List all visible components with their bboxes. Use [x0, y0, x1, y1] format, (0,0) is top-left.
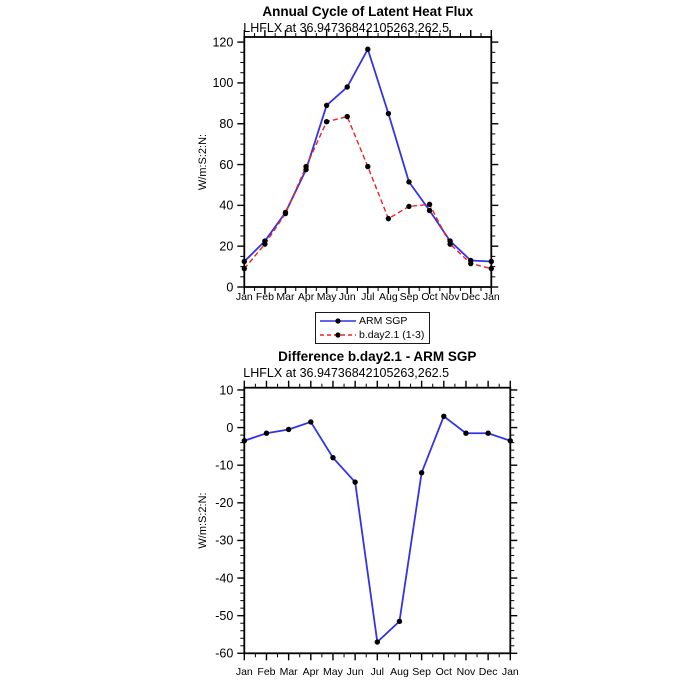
data-point-marker — [427, 208, 432, 213]
y-tick-label: 20 — [219, 239, 234, 254]
data-point-marker — [508, 438, 513, 443]
legend-sample-marker — [335, 332, 340, 337]
x-tick-label: Apr — [302, 666, 319, 678]
x-tick-label: May — [316, 291, 337, 303]
legend-line-solid-icon — [319, 315, 357, 327]
x-tick-label: Aug — [390, 666, 409, 678]
data-point-marker — [345, 114, 350, 119]
x-tick-label: Feb — [257, 666, 276, 678]
x-tick-label: Jan — [235, 291, 253, 303]
x-tick-label: Jan — [501, 666, 519, 678]
x-tick-label: Jun — [338, 291, 356, 303]
x-tick-label: May — [323, 666, 343, 678]
data-point-marker — [419, 470, 424, 475]
data-point-marker — [489, 266, 494, 271]
y-axis-label: W/m:S:2:N: — [197, 133, 209, 191]
difference-chart — [0, 345, 700, 700]
data-point-marker — [386, 216, 391, 221]
data-point-marker — [397, 619, 402, 624]
data-point-marker — [345, 84, 350, 89]
data-point-marker — [286, 427, 291, 432]
y-tick-label: 0 — [226, 420, 234, 435]
data-point-marker — [447, 241, 452, 246]
legend-box — [315, 312, 430, 344]
data-point-marker — [375, 639, 380, 644]
x-tick-label: Oct — [435, 666, 452, 678]
data-point-marker — [262, 241, 267, 246]
x-tick-label: Sep — [412, 666, 431, 678]
y-tick-label: -50 — [215, 608, 234, 623]
data-point-marker — [242, 438, 247, 443]
data-point-marker — [441, 414, 446, 419]
legend-item-arm-sgp — [319, 314, 427, 328]
legend-item-bday21 — [319, 328, 427, 342]
data-point-marker — [489, 259, 494, 264]
y-tick-label: 10 — [219, 383, 234, 398]
y-tick-label: -40 — [215, 571, 234, 586]
legend-sample-marker — [335, 318, 340, 323]
y-tick-label: -60 — [215, 646, 234, 661]
chart-subtitle: LHFLX at 36.94736842105263,262.5 — [243, 366, 450, 380]
y-tick-label: 100 — [212, 76, 234, 91]
x-tick-label: Dec — [478, 666, 498, 678]
y-tick-label: -30 — [215, 533, 234, 548]
x-tick-label: Aug — [379, 291, 398, 303]
x-tick-label: Jan — [235, 666, 253, 678]
plot-box — [244, 37, 491, 287]
data-point-marker — [283, 211, 288, 216]
x-tick-label: Dec — [461, 291, 481, 303]
data-point-marker — [386, 111, 391, 116]
data-point-marker — [324, 103, 329, 108]
x-tick-label: Apr — [297, 291, 315, 303]
series-line-arm-sgp — [244, 49, 491, 261]
series-line-b-day2-1-arm-sgp — [244, 416, 510, 642]
y-axis-label: W/m:S:2:N: — [197, 492, 209, 549]
data-point-marker — [308, 419, 313, 424]
y-tick-label: 80 — [219, 117, 234, 132]
y-tick-label: -20 — [215, 496, 234, 511]
x-tick-label: Jul — [361, 291, 375, 303]
data-point-marker — [406, 204, 411, 209]
y-tick-label: 0 — [226, 280, 234, 295]
chart-title: Annual Cycle of Latent Heat Flux — [262, 4, 474, 19]
data-point-marker — [427, 202, 432, 207]
legend-label-bday21: b.day2.1 (1-3) — [359, 329, 425, 341]
x-tick-label: Mar — [279, 666, 298, 678]
x-tick-label: Nov — [440, 291, 460, 303]
legend-line-dashed-icon — [319, 329, 357, 341]
data-point-marker — [485, 431, 490, 436]
legend-label-arm-sgp: ARM SGP — [359, 315, 408, 327]
x-tick-label: Oct — [421, 291, 438, 303]
annual-cycle-chart — [0, 0, 700, 312]
x-tick-label: Feb — [255, 291, 274, 303]
chart-subtitle: LHFLX at 36.94736842105263,262.5 — [243, 21, 450, 35]
y-tick-label: 40 — [219, 198, 234, 213]
data-point-marker — [242, 259, 247, 264]
y-tick-label: 60 — [219, 157, 234, 172]
x-tick-label: Sep — [399, 291, 419, 303]
data-point-marker — [330, 455, 335, 460]
x-tick-label: Mar — [276, 291, 295, 303]
data-point-marker — [352, 479, 357, 484]
y-tick-label: 120 — [212, 35, 234, 50]
x-tick-label: Nov — [456, 666, 476, 678]
y-tick-label: -10 — [215, 458, 234, 473]
chart-title: Difference b.day2.1 - ARM SGP — [278, 349, 477, 364]
data-point-marker — [264, 431, 269, 436]
data-point-marker — [406, 179, 411, 184]
data-point-marker — [463, 431, 468, 436]
data-point-marker — [365, 47, 370, 52]
data-point-marker — [468, 261, 473, 266]
plot-box — [244, 388, 510, 654]
x-tick-label: Jul — [370, 666, 385, 678]
data-point-marker — [365, 164, 370, 169]
data-point-marker — [324, 119, 329, 124]
x-tick-label: Jun — [346, 666, 364, 678]
data-point-marker — [303, 164, 308, 169]
data-point-marker — [242, 266, 247, 271]
x-tick-label: Jan — [482, 291, 500, 303]
